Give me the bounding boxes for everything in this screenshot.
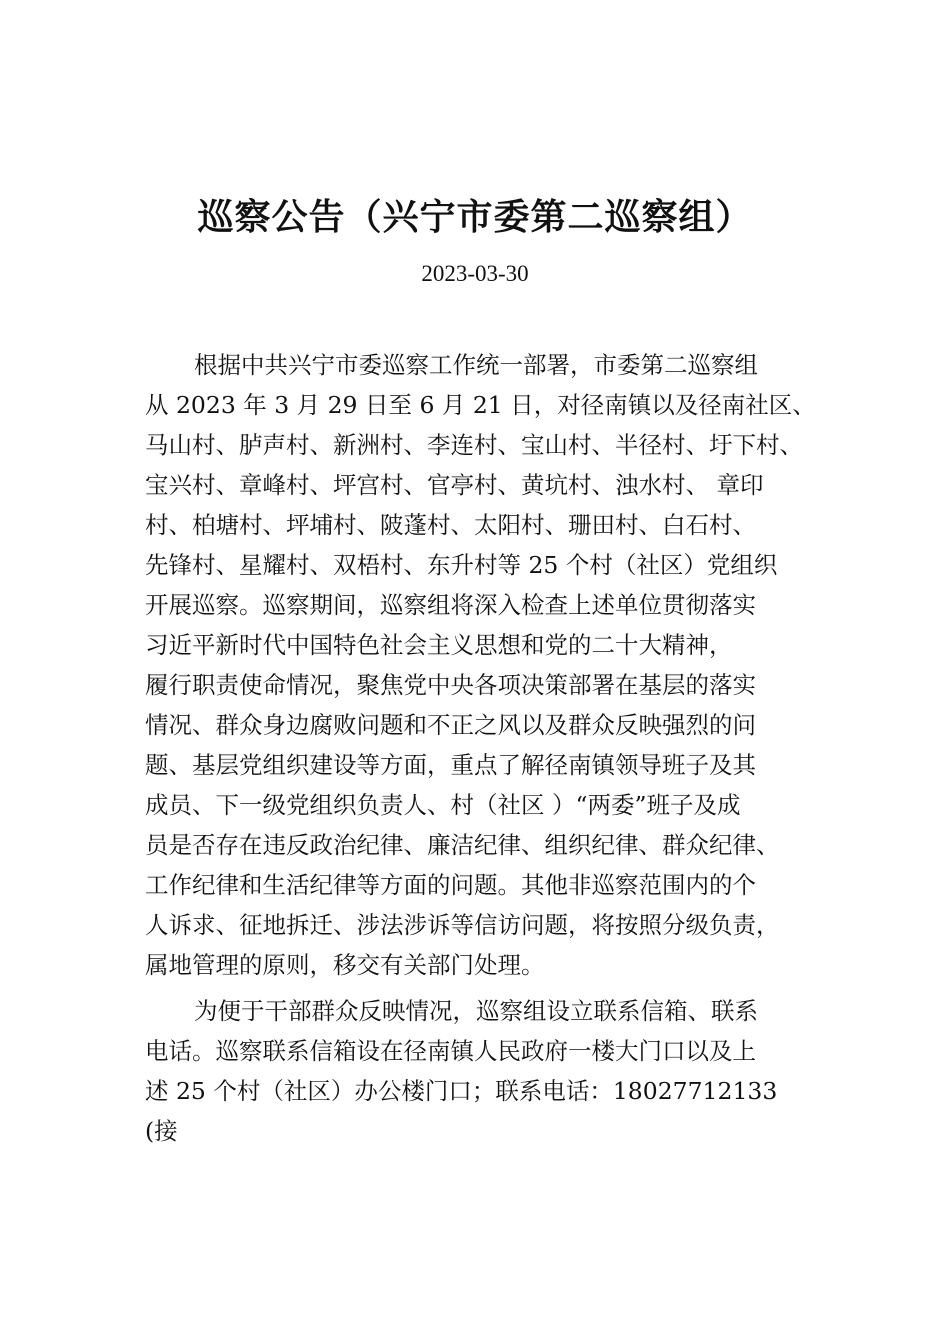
document-body [145,345,817,1151]
text-line: 为便于干部群众反映情况，巡察组设立联系信箱、联系 [194,997,758,1025]
text-line: 员是否存在违反政治纪律、廉洁纪律、组织纪律、群众纪律、 [145,831,780,859]
document-title: 巡察公告（兴宁市委第二巡察组） [197,197,753,238]
text-line: 开展巡察。巡察期间，巡察组将深入检查上述单位贯彻落实 [145,591,756,619]
text-line: (接 [145,1117,178,1145]
text-line: 题、基层党组织建设等方面，重点了解径南镇领导班子及其 [145,751,756,779]
paragraph-1 [145,345,817,985]
text-line: 履行职责使命情况，聚焦党中央各项决策部署在基层的落实 [145,671,756,699]
text-line: 情况、群众身边腐败问题和不正之风以及群众反映强烈的问 [145,711,756,739]
text-line: 马山村、胪声村、新洲村、李连村、宝山村、半径村、圩下村、 [145,431,803,459]
text-line: 属地管理的原则，移交有关部门处理。 [145,951,545,979]
text-line: 工作纪律和生活纪律等方面的问题。其他非巡察范围内的个 [145,871,756,899]
text-line: 村、柏塘村、坪埔村、陂蓬村、太阳村、珊田村、白石村、 [145,511,756,539]
text-line: 宝兴村、章峰村、坪宫村、官亭村、黄坑村、浊水村、 章印 [145,471,764,499]
text-line: 述 25 个村（社区）办公楼门口；联系电话：18027712133 [145,1077,778,1105]
text-line: 电话。巡察联系信箱设在径南镇人民政府一楼大门口以及上 [145,1037,756,1065]
text-line: 先锋村、星耀村、双梧村、东升村等 25 个村（社区）党组织 [145,551,778,579]
text-line: 根据中共兴宁市委巡察工作统一部署，市委第二巡察组 [194,351,758,379]
paragraph-2 [145,991,817,1151]
text-line: 从 2023 年 3 月 29 日至 6 月 21 日，对径南镇以及径南社区、 [145,391,816,419]
publish-date: 2023-03-30 [421,261,529,286]
text-line: 成员、下一级党组织负责人、村（社区 ）“两委”班子及成 [145,791,741,819]
text-line: 习近平新时代中国特色社会主义思想和党的二十大精神， [145,631,733,659]
text-line: 人诉求、征地拆迁、涉法涉诉等信访问题，将按照分级负责， [145,911,780,939]
